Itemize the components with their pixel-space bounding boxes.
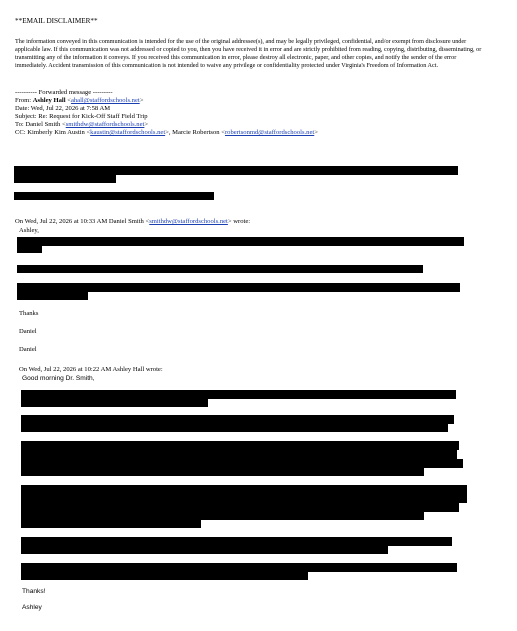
cc-label: CC: Kimberly Kim Austin bbox=[15, 129, 87, 136]
redaction-bar bbox=[21, 390, 456, 399]
quote2-thanks: Thanks! bbox=[22, 588, 46, 595]
redaction-bar bbox=[21, 503, 459, 512]
subject-line: Subject: Re: Request for Kick-Off Staff Field Trip bbox=[15, 113, 148, 120]
redaction-bar bbox=[14, 166, 458, 175]
quote1-thanks: Thanks bbox=[19, 310, 39, 317]
redaction-bar bbox=[14, 192, 214, 200]
quote1-header bbox=[15, 218, 250, 226]
to-email-link[interactable]: smithdw@staffordschools.net bbox=[65, 121, 145, 128]
quote1-header-post: > wrote: bbox=[227, 218, 251, 225]
redaction-bar bbox=[21, 546, 388, 554]
redaction-bar bbox=[17, 292, 88, 300]
disclaimer-body: The information conveyed in this communication is intended for the use of the original addressee(s), and may be legally privileged, confidential, and/or exempt from disclosure under applicable law. If this communication was not addressed or copied to you, then you have received it in error and are strictly prohibited from reading, copying, distributing, disseminating, or transmitting any of the information it conveys. If you received this communication in error, please destroy all electronic, paper, and other copies, and notify the sender of the error immediately. Accident transmission of this communication is not intended to waive any privilege or confidentiality protected under Virginia's Freedom of Information Act. bbox=[15, 38, 482, 69]
forwarded-marker: ---------- Forwarded message --------- bbox=[15, 89, 113, 96]
from-line: From: Ashley Hall <ahall@staffordschools.net> bbox=[15, 97, 144, 104]
from-name: Ashley Hall bbox=[32, 97, 66, 104]
redaction-bar bbox=[21, 537, 452, 546]
redaction-bar bbox=[21, 485, 467, 494]
redaction-bar bbox=[21, 424, 448, 432]
redaction-bar bbox=[14, 175, 116, 183]
redaction-bar bbox=[17, 265, 423, 273]
redaction-bar bbox=[17, 246, 42, 253]
redaction-bar bbox=[17, 237, 464, 246]
redaction-bar bbox=[21, 512, 424, 520]
quote1-header-pre: On Wed, Jul 22, 2026 at 10:33 AM Daniel Smith < bbox=[15, 218, 150, 225]
from-label: From: bbox=[15, 97, 33, 104]
redaction-bar bbox=[21, 441, 459, 450]
redaction-bar bbox=[21, 572, 308, 580]
redaction-bar bbox=[21, 520, 201, 528]
quote1-signature-2: Daniel bbox=[19, 346, 37, 353]
quote2-signature: Ashley bbox=[22, 604, 42, 611]
cc-email-link-2[interactable]: robertsonmd@staffordschools.net bbox=[224, 129, 315, 136]
cc-line: CC: Kimberly Kim Austin <kaustin@staffordschools.net>, Marcie Robertson <robertsonmd@staffordschools.net> bbox=[15, 129, 318, 136]
redaction-bar bbox=[17, 283, 460, 292]
redaction-bar bbox=[21, 563, 457, 572]
quote1-greeting: Ashley, bbox=[19, 227, 39, 234]
date-line: Date: Wed, Jul 22, 2026 at 7:58 AM bbox=[15, 105, 111, 112]
from-email-link[interactable]: ahall@staffordschools.net bbox=[70, 97, 140, 104]
redaction-bar bbox=[21, 415, 454, 424]
quote2-greeting: Good morning Dr. Smith, bbox=[22, 375, 95, 382]
cc-mid: , Marcie Robertson bbox=[168, 129, 222, 136]
quote1-header-email[interactable]: smithdw@staffordschools.net bbox=[149, 218, 228, 225]
redaction-bar bbox=[21, 494, 467, 503]
disclaimer-title: **EMAIL DISCLAIMER** bbox=[15, 17, 98, 25]
to-line: To: Daniel Smith <smithdw@staffordschools.net> bbox=[15, 121, 149, 128]
redaction-bar bbox=[21, 459, 463, 468]
quote2-header: On Wed, Jul 22, 2026 at 10:22 AM Ashley Hall wrote: bbox=[19, 366, 163, 373]
redaction-bar bbox=[21, 468, 424, 476]
redaction-bar bbox=[21, 399, 208, 407]
quote1-signature: Daniel bbox=[19, 328, 37, 335]
cc-email-link-1[interactable]: kaustin@staffordschools.net bbox=[90, 129, 166, 136]
to-label: To: Daniel Smith bbox=[15, 121, 62, 128]
redaction-bar bbox=[21, 450, 457, 459]
